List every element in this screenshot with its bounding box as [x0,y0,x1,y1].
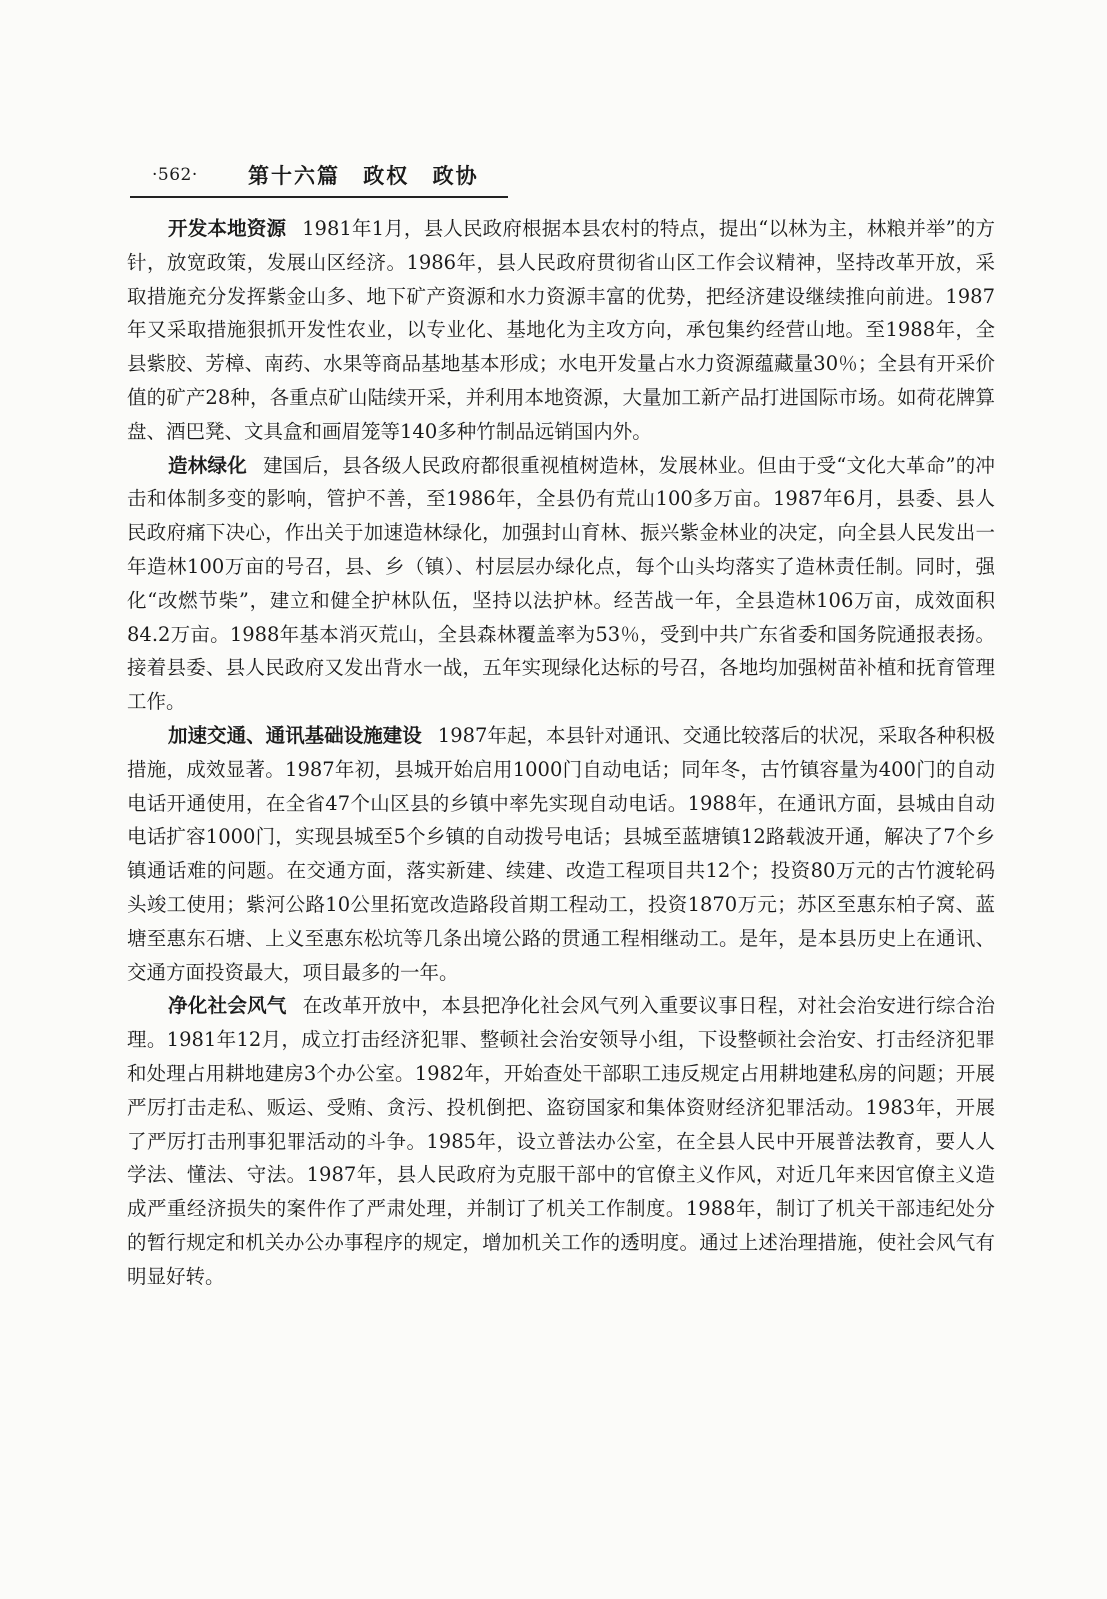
paragraph-text: 建国后，县各级人民政府都很重视植树造林，发展林业。但由于受“文化大革命”的冲击和体制多变的影响，管护不善，至1986年，全县仍有荒山100多万亩。1987年6月，县委、县人民政府痛下决心，作出关于加速造林绿化，加强封山育林、振兴紫金林业的决定，向全县人民发出一年造林100万亩的号召，县、乡（镇）、村层层办绿化点，每个山头均落实了造林责任制。同时，强化“改燃节柴”，建立和健全护林队伍，坚持以法护林。经苦战一年，全县造林106万亩，成效面积84.2万亩。1988年基本消灭荒山，全县森林覆盖率为53％，受到中共广东省委和国务院通报表扬。接着县委、县人民政府又发出背水一战，五年实现绿化达标的号召，各地均加强树苗补植和抚育管理工作。 [127,453,995,714]
paragraph-heading: 净化社会风气 [168,994,287,1018]
paragraph-infrastructure [127,719,995,989]
paragraph-text: 在改革开放中，本县把净化社会风气列入重要议事日程，对社会治安进行综合治理。1981年12月，成立打击经济犯罪、整顿社会治安领导小组，下设整顿社会治安、打击经济犯罪和处理占用耕地建房3个办公室。1982年，开始查处干部职工违反规定占用耕地建私房的问题；开展严厉打击走私、贩运、受贿、贪污、投机倒把、盗窃国家和集体资财经济犯罪活动。1983年，开展了严厉打击刑事犯罪活动的斗争。1985年，设立普法办公室，在全县人民中开展普法教育，要人人学法、懂法、守法。1987年，县人民政府为克服干部中的官僚主义作风，对近几年来因官僚主义造成严重经济损失的案件作了严肃处理，并制订了机关工作制度。1988年，制订了机关干部违纪处分的暂行规定和机关办公办事程序的规定，增加机关工作的透明度。通过上述治理措施，使社会风气有明显好转。 [127,994,995,1288]
paragraph-social-order [127,989,995,1293]
page-header [130,158,508,198]
page-number: ·562· [152,165,198,185]
paragraph-text: 1987年起，本县针对通讯、交通比较落后的状况，采取各种积极措施，成效显著。1987年初，县城开始启用1000门自动电话；同年冬，古竹镇容量为400门的自动电话开通使用，在全省47个山区县的乡镇中率先实现自动电话。1988年，在通讯方面，县城由自动电话扩容1000门，实现县城至5个乡镇的自动拨号电话；县城至蓝塘镇12路载波开通，解决了7个乡镇通话难的问题。在交通方面，落实新建、续建、改造工程项目共12个；投资80万元的古竹渡轮码头竣工使用；紫河公路10公里拓宽改造路段首期工程动工，投资1870万元；苏区至惠东柏子窝、蓝塘至惠东石塘、上义至惠东松坑等几条出境公路的贯通工程相继动工。是年，是本县历史上在通讯、交通方面投资最大，项目最多的一年。 [127,723,995,984]
paragraph-heading: 造林绿化 [168,453,248,477]
body-text [127,212,995,1294]
paragraph-heading: 加速交通、通讯基础设施建设 [168,723,422,747]
paragraph-text: 1981年1月，县人民政府根据本县农村的特点，提出“以林为主，林粮并举”的方针，放宽政策，发展山区经济。1986年，县人民政府贯彻省山区工作会议精神，坚持改革开放，采取措施充分发挥紫金山多、地下矿产资源和水力资源丰富的优势，把经济建设继续推向前进。1987年又采取措施狠抓开发性农业，以专业化、基地化为主攻方向，承包集约经营山地。至1988年，全县紫胶、芳樟、南药、水果等商品基地基本形成；水电开发量占水力资源蕴藏量30％；全县有开采价值的矿产28种，各重点矿山陆续开采，并利用本地资源，大量加工新产品打进国际市场。如荷花牌算盘、酒巴凳、文具盒和画眉笼等140多种竹制品远销国内外。 [127,217,995,443]
paragraph-afforestation [127,449,995,719]
section-title: 第十六篇 政权 政协 [248,164,479,188]
paragraph-local-resources [127,212,995,449]
paragraph-heading: 开发本地资源 [168,217,287,240]
